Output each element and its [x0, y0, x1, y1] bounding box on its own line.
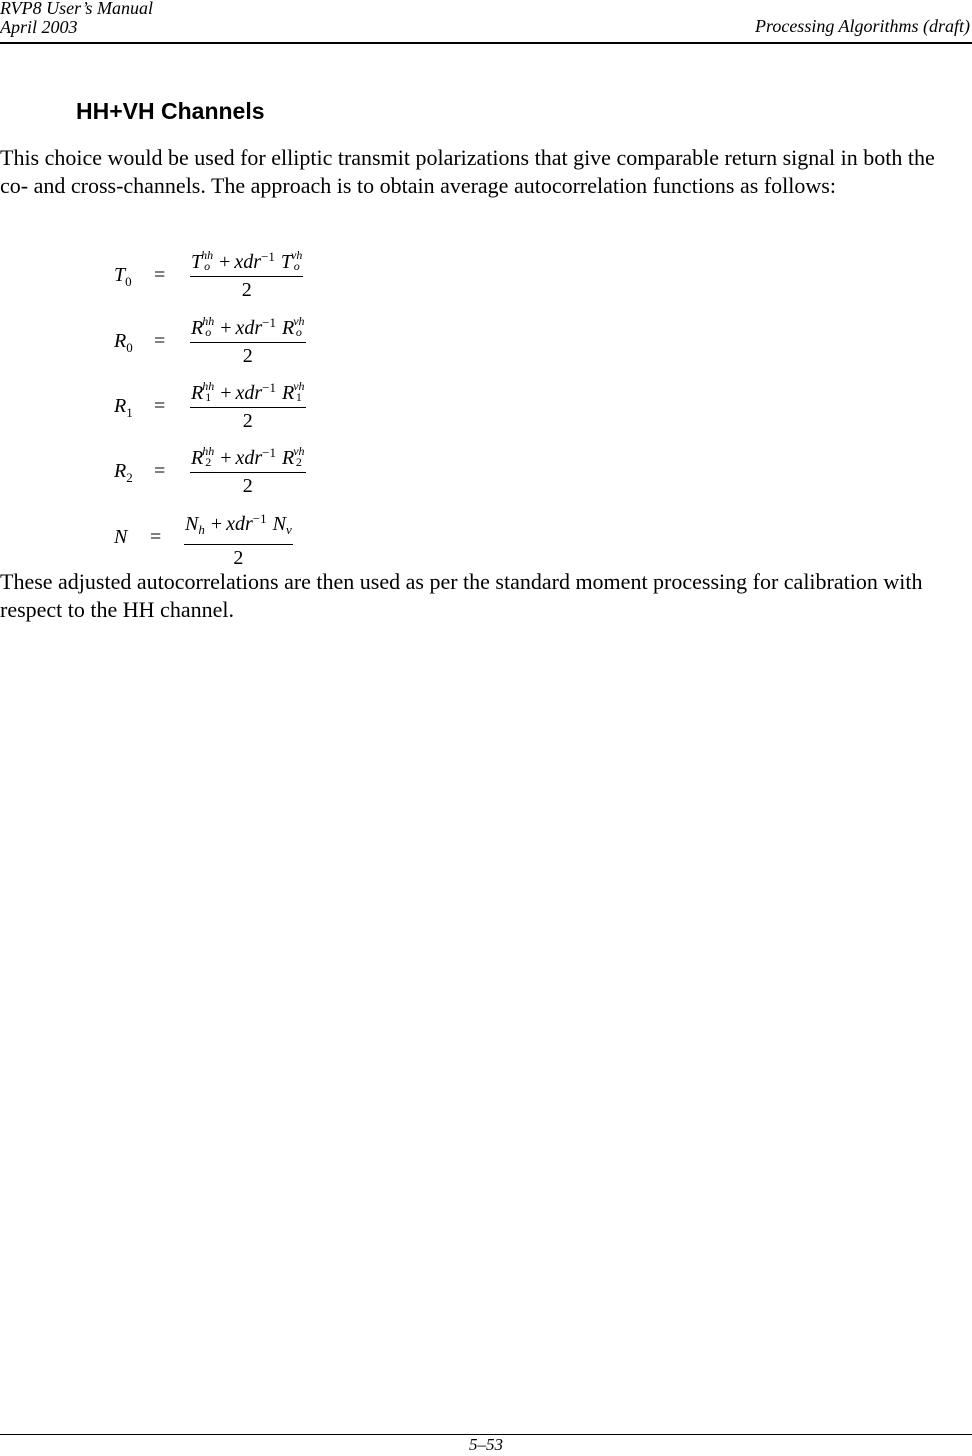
lhs-subscript: 2 [126, 470, 133, 485]
coefficient: xdr [235, 382, 263, 404]
fraction [190, 376, 306, 434]
lhs-subscript: 0 [126, 340, 133, 355]
coefficient: xdr [226, 513, 253, 535]
term-indices [293, 316, 304, 338]
superscript-hh: hh [202, 314, 215, 329]
subscript-v: v [285, 522, 292, 537]
coefficient: xdr [235, 447, 263, 469]
plus-sign: + [220, 317, 232, 339]
lhs-symbol: R [114, 395, 127, 417]
term-indices [202, 446, 214, 468]
term-symbol: R [282, 447, 295, 469]
term-indices [201, 250, 213, 272]
equals-sign: = [154, 460, 166, 482]
lhs-subscript: 1 [126, 405, 133, 420]
superscript-hh: hh [202, 379, 215, 394]
fraction [190, 311, 306, 369]
denominator: 2 [242, 475, 253, 498]
subscript-index: o [293, 259, 300, 274]
term-symbol: R [282, 382, 295, 404]
inverse-exponent: −1 [262, 445, 277, 460]
term-symbol: T [280, 251, 293, 273]
fraction [190, 441, 306, 499]
plus-sign: + [220, 382, 232, 404]
equation-lhs: N [114, 526, 128, 548]
page-number: 5–53 [469, 1435, 503, 1454]
fraction [184, 507, 293, 571]
page-footer [0, 1434, 972, 1455]
plus-sign: + [220, 447, 232, 469]
numerator [190, 245, 303, 277]
term-symbol: N [272, 513, 286, 535]
equation-lhs [114, 330, 133, 356]
subscript-index: 1 [205, 390, 212, 405]
subscript-index: o [295, 325, 302, 340]
subscript-index: o [205, 325, 212, 340]
equals-sign: = [154, 330, 166, 352]
term-symbol: T [191, 251, 203, 273]
fraction [190, 245, 303, 303]
term-symbol: R [191, 382, 204, 404]
header-left [0, 0, 153, 37]
inverse-exponent: −1 [262, 380, 277, 395]
coefficient: xdr [234, 251, 262, 273]
equals-sign: = [154, 395, 166, 417]
subscript-index: 2 [205, 455, 212, 470]
plus-sign: + [210, 513, 223, 535]
denominator: 2 [242, 345, 253, 368]
term-symbol: R [282, 317, 295, 339]
inverse-exponent: −1 [262, 315, 277, 330]
denominator: 2 [242, 410, 253, 433]
lhs-subscript: 0 [125, 274, 132, 289]
equation-lhs [114, 264, 132, 290]
term-symbol: R [191, 317, 204, 339]
manual-title: RVP8 User’s Manual [0, 0, 153, 18]
term-symbol: N [185, 513, 199, 535]
lhs-symbol: R [114, 330, 127, 352]
coefficient: xdr [235, 317, 263, 339]
superscript-vh: vh [293, 314, 305, 329]
equation-lhs [114, 460, 133, 486]
numerator [184, 507, 293, 545]
numerator [190, 376, 306, 408]
intro-paragraph: This choice would be used for elliptic transmit polarizations that give comparable return signal in both the co- and cross-channels. The approach is to obtain average autocorrelation functions as follows: [0, 145, 935, 198]
subscript-h: h [198, 522, 205, 537]
chapter-title: Processing Algorithms (draft) [755, 16, 970, 36]
superscript-vh: vh [293, 444, 305, 459]
superscript-hh: hh [201, 248, 214, 263]
denominator: 2 [233, 547, 244, 569]
closing-paragraph: These adjusted autocorrelations are then used as per the standard moment processing for calibration with respect to the HH channel. [0, 569, 923, 622]
term-indices [293, 446, 304, 468]
subscript-index: 1 [295, 390, 302, 405]
term-indices [291, 250, 302, 272]
numerator [190, 311, 306, 343]
denominator: 2 [241, 279, 252, 302]
section-title: HH+VH Channels [76, 98, 265, 124]
inverse-exponent: −1 [252, 511, 267, 526]
equation-lhs [114, 395, 133, 421]
manual-date: April 2003 [0, 17, 78, 37]
page-header [0, 0, 972, 44]
lhs-symbol: R [114, 460, 127, 482]
numerator [190, 441, 306, 473]
term-indices [202, 381, 214, 403]
inverse-exponent: −1 [261, 249, 275, 264]
superscript-hh: hh [202, 444, 215, 459]
term-indices [293, 381, 304, 403]
equals-sign: = [154, 264, 166, 286]
superscript-vh: vh [291, 248, 303, 263]
term-indices [202, 316, 214, 338]
equals-sign: = [150, 526, 162, 548]
subscript-index: 2 [295, 455, 302, 470]
superscript-vh: vh [293, 379, 305, 394]
term-symbol: R [191, 447, 204, 469]
plus-sign: + [219, 251, 231, 273]
lhs-symbol: T [114, 264, 126, 286]
subscript-index: o [204, 259, 211, 274]
